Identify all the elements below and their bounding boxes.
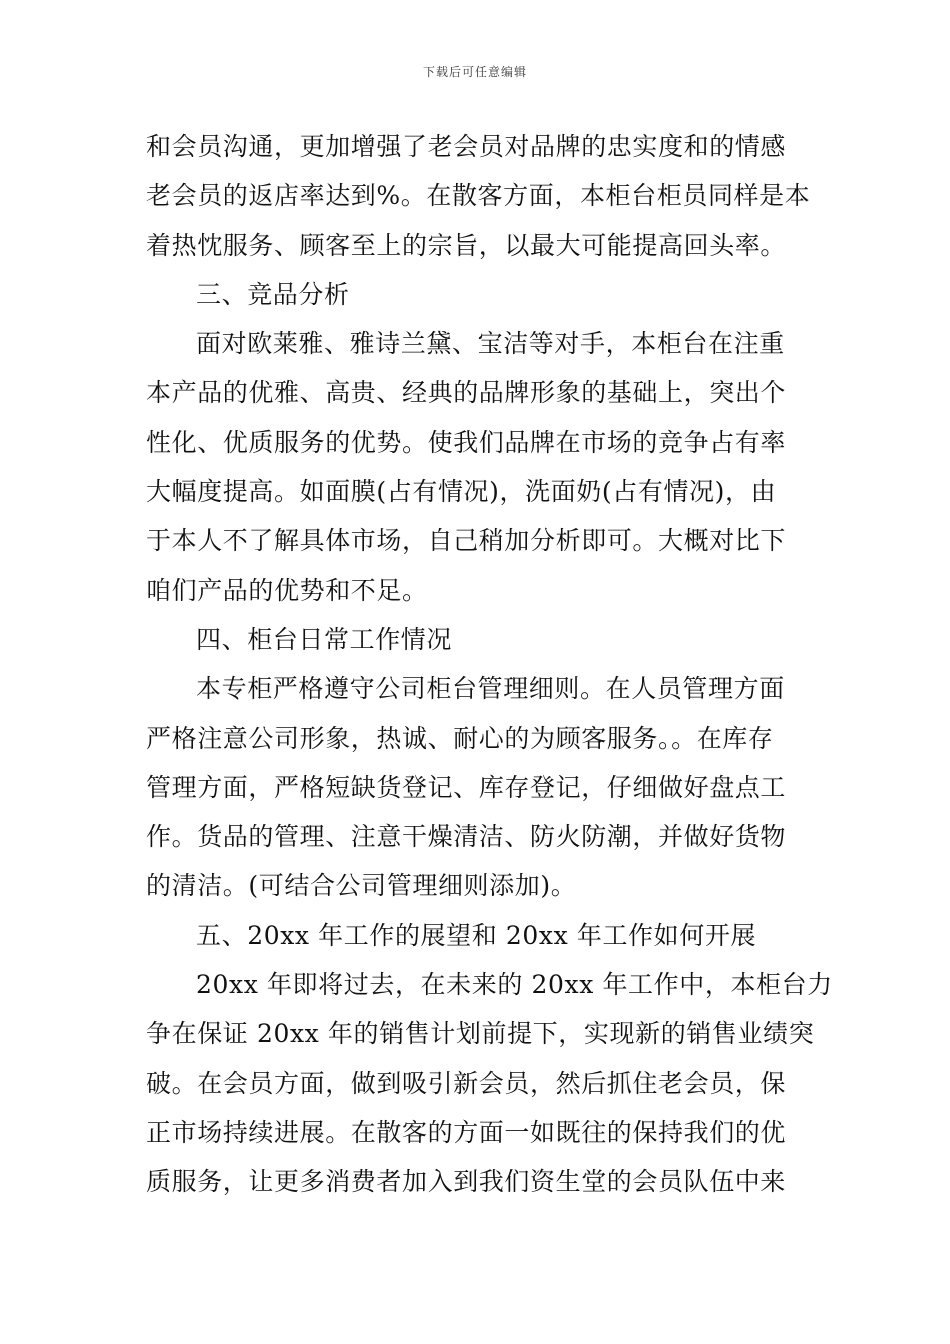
text-line: 正市场持续进展。在散客的方面一如既往的保持我们的优 bbox=[146, 1117, 787, 1147]
text-line: 着热忱服务、顾客至上的宗旨，以最大可能提高回头率。 bbox=[146, 230, 787, 260]
text-line: 的清洁。(可结合公司管理细则添加)。 bbox=[146, 871, 577, 901]
text-line: 本产品的优雅、高贵、经典的品牌形象的基础上，突出个 bbox=[146, 378, 787, 408]
text-line: 大幅度提高。如面膜(占有情况)，洗面奶(占有情况)，由 bbox=[146, 477, 777, 507]
text-line: 作。货品的管理、注意干燥清洁、防火防潮，并做好货物 bbox=[146, 822, 787, 852]
text-line: 和会员沟通，更加增强了老会员对品牌的忠实度和的情感 bbox=[146, 132, 787, 161]
section-heading: 四、柜台日常工作情况 bbox=[196, 624, 453, 654]
text-line: 争在保证 20xx 年的销售计划前提下，实现新的销售业绩突 bbox=[146, 1019, 815, 1049]
text-line: 严格注意公司形象，热诚、耐心的为顾客服务。。在库存 bbox=[146, 723, 774, 753]
text-line: 性化、优质服务的优势。使我们品牌在市场的竞争占有率 bbox=[146, 427, 787, 457]
text-line: 质服务，让更多消费者加入到我们资生堂的会员队伍中来 bbox=[146, 1167, 787, 1197]
section-heading: 五、20xx 年工作的展望和 20xx 年工作如何开展 bbox=[196, 920, 757, 950]
text-line: 于本人不了解具体市场，自己稍加分析即可。大概对比下 bbox=[146, 526, 787, 556]
text-line: 管理方面，严格短缺货登记、库存登记，仔细做好盘点工 bbox=[146, 772, 787, 802]
text-line: 破。在会员方面，做到吸引新会员，然后抓住老会员，保 bbox=[146, 1068, 787, 1098]
document-body bbox=[146, 122, 833, 1207]
text-line: 咱们产品的优势和不足。 bbox=[146, 575, 428, 605]
text-line: 本专柜严格遵守公司柜台管理细则。在人员管理方面 bbox=[196, 674, 785, 704]
text-line: 面对欧莱雅、雅诗兰黛、宝洁等对手，本柜台在注重 bbox=[196, 329, 785, 359]
section-heading: 三、竞品分析 bbox=[196, 279, 350, 309]
text-line: 20xx 年即将过去，在未来的 20xx 年工作中，本柜台力 bbox=[196, 970, 833, 1000]
page-header: 下载后可任意编辑 bbox=[422, 65, 527, 79]
text-line: 老会员的返店率达到%。在散客方面，本柜台柜员同样是本 bbox=[146, 181, 811, 211]
